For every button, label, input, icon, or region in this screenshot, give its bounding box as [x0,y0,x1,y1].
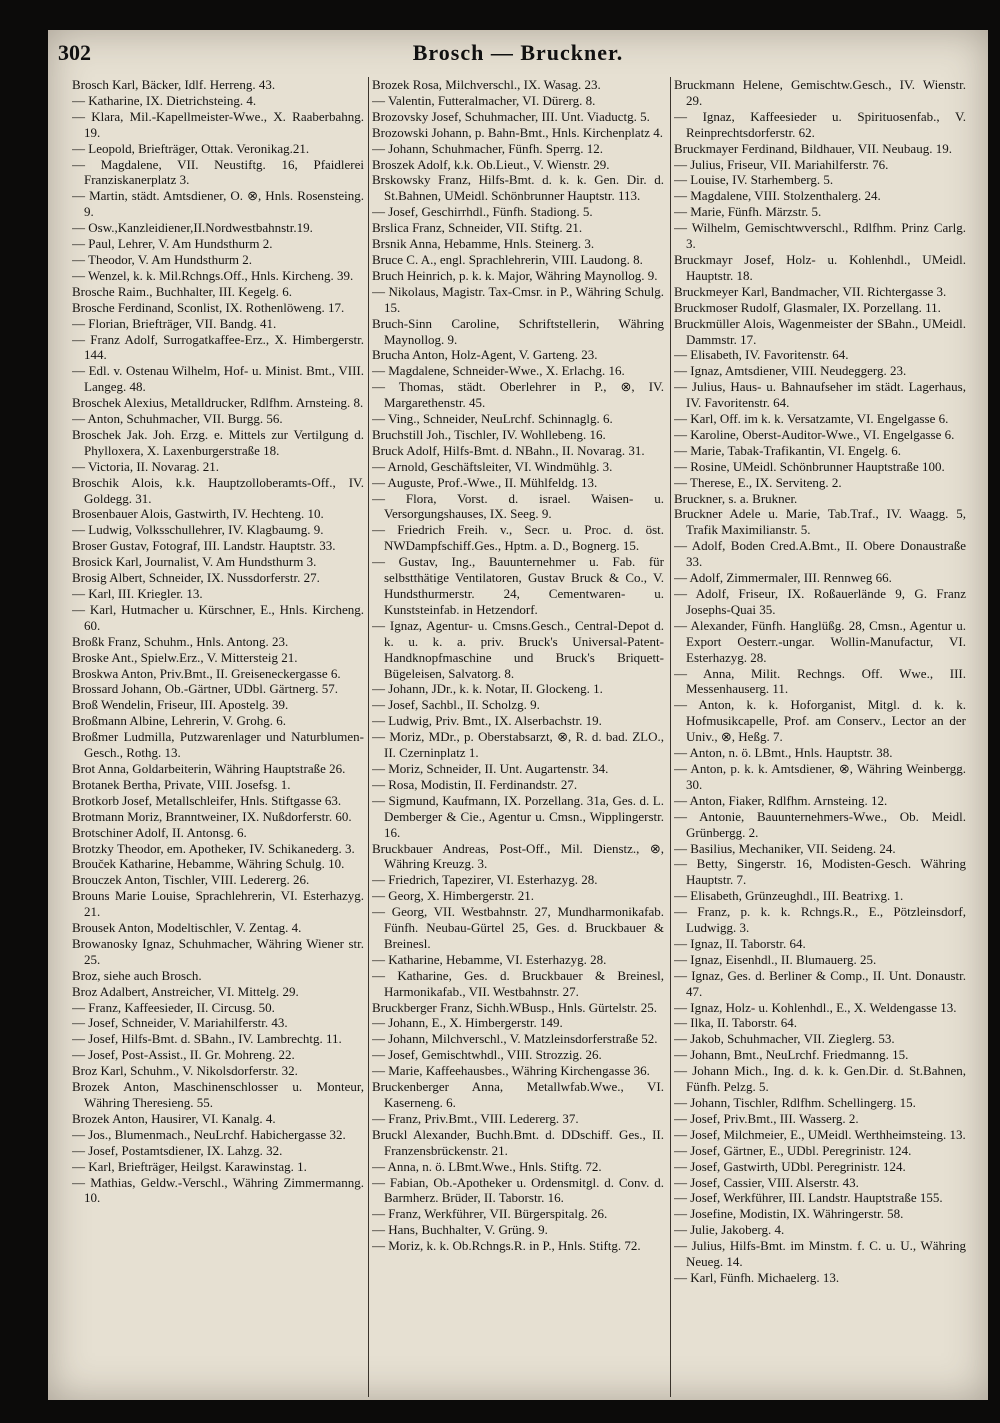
directory-entry: — Louise, IV. Starhemberg. 5. [674,172,834,188]
directory-entry: — Ignaz, Agentur- u. Cmsns.Gesch., Central-Depot d. k. u. k. a. priv. Bruck's Universal-Patent-Handknopfmaschine und Bruck's Briquett-Bügeleisen, Salvatorg. 8. [372,617,664,681]
directory-entry: — Johann, JDr., k. k. Notar, II. Glockeng. 1. [372,681,603,697]
directory-entry: — Johann Mich., Ing. d. k. k. Gen.Dir. d. St.Bahnen, Fünfh. Pelzg. 5. [674,1063,966,1095]
directory-entry: Brsnik Anna, Hebamme, Hnls. Steinerg. 3. [372,236,595,252]
directory-entry: — Osw.,Kanzleidiener,II.Nordwestbahnstr.19. [72,220,313,236]
directory-entry: — Magdalene, Schneider-Wwe., X. Erlachg. 16. [372,363,625,379]
directory-entry: — Karl, Off. im k. k. Versatzamte, VI. Engelgasse 6. [674,411,949,427]
directory-entry: — Auguste, Prof.-Wwe., II. Mühlfeldg. 13. [372,474,598,490]
directory-entry: — Rosa, Modistin, II. Ferdinandstr. 27. [372,776,578,792]
directory-entry: Bruckbauer Andreas, Post-Off., Mil. Dienstz., ⊗, Währing Kreuzg. 3. [372,840,664,872]
directory-entry: Brotzky Theodor, em. Apotheker, IV. Schikanederg. 3. [72,840,355,856]
directory-entry: Brosick Karl, Journalist, V. Am Hundsthurm 3. [72,554,317,570]
directory-entry: Bruck Adolf, Hilfs-Bmt. d. NBahn., II. Novarag. 31. [372,442,645,458]
directory-entry: — Betty, Singerstr. 16, Modisten-Gesch. Währing Hauptstr. 7. [674,856,966,888]
directory-entry: — Anton, Fiaker, Rdlfhm. Arnsteing. 12. [674,792,888,808]
directory-entry: Bruckmayr Josef, Holz- u. Kohlenhdl., UMeidl. Hauptstr. 18. [674,251,966,283]
directory-entry: — Julius, Haus- u. Bahnaufseher im städt. Lagerhaus, IV. Favoritenstr. 64. [674,379,966,411]
directory-entry: — Marie, Fünfh. Märzstr. 5. [674,204,822,220]
directory-entry: — Elisabeth, Grünzeughdl., III. Beatrixg. 1. [674,888,904,904]
directory-entry: Broschek Jak. Joh. Erzg. e. Mittels zur Vertilgung d. Phylloxera, X. Laxenburgerstraße 18. [72,426,364,458]
directory-entry: — Adolf, Boden Cred.A.Bmt., II. Obere Donaustraße 33. [674,538,966,570]
directory-entry: — Flora, Vorst. d. israel. Waisen- u. Versorgungshauses, IX. Seeg. 9. [372,490,664,522]
directory-entry: — Arnold, Geschäftsleiter, VI. Windmühlg. 3. [372,458,613,474]
directory-entry: — Karl, Fünfh. Michaelerg. 13. [674,1269,840,1285]
directory-entry: Brotkorb Josef, Metallschleifer, Hnls. Stiftgasse 63. [72,792,342,808]
directory-entry: — Antonie, Bauunternehmers-Wwe., Ob. Meidl. Grünbergg. 2. [674,808,966,840]
directory-entry: — Ignaz, Eisenhdl., II. Blumauerg. 25. [674,951,877,967]
directory-entry: Brotschiner Adolf, II. Antonsg. 6. [72,824,247,840]
directory-entry: — Leopold, Briefträger, Ottak. Veronikag.21. [72,140,310,156]
directory-entry: — Jakob, Schuhmacher, VII. Zieglerg. 53. [674,1031,895,1047]
directory-entry: Bruckmann Helene, Gemischtw.Gesch., IV. Wienstr. 29. [674,77,966,108]
directory-entry: — Gustav, Ing., Bauunternehmer u. Fab. für selbstthätige Ventilatoren, Gustav Bruck & Co., V. Hundsthurmerstr. 24, Cementwaren- u. Kunststeinfab. in Hetzendorf. [372,554,664,617]
directory-entry: Broszek Adolf, k.k. Ob.Lieut., V. Wienstr. 29. [372,156,610,172]
directory-entry: — Friedrich Freih. v., Secr. u. Proc. d. öst. NWDampfschiff.Ges., Hptm. a. D., Bognerg. 15. [372,522,664,554]
directory-entry: — Ignaz, Ges. d. Berliner & Comp., II. Unt. Donaustr. 47. [674,967,966,999]
directory-entry: Brosig Albert, Schneider, IX. Nussdorferstr. 27. [72,570,320,586]
directory-entry: Bruckmayer Ferdinand, Bildhauer, VII. Neubaug. 19. [674,140,952,156]
directory-entry: — Marie, Tabak-Trafikantin, VI. Engelg. 6. [674,442,902,458]
directory-entry: — Victoria, II. Novarag. 21. [72,458,219,474]
directory-entry: — Franz, Werkführer, VII. Bürgerspitalg. 26. [372,1206,608,1222]
directory-entry: — Johann, E., X. Himbergerstr. 149. [372,1015,563,1031]
directory-entry: — Ignaz, Holz- u. Kohlenhdl., E., X. Weldengasse 13. [674,999,957,1015]
directory-entry: — Therese, E., IX. Serviteng. 2. [674,474,842,490]
directory-entry: — Thomas, städt. Oberlehrer in P., ⊗, IV. Margarethenstr. 45. [372,379,664,411]
directory-entry: Broz Karl, Schuhm., V. Nikolsdorferstr. 32. [72,1063,298,1079]
directory-entry: Bruckberger Franz, Sichh.WBusp., Hnls. Gürtelstr. 25. [372,999,657,1015]
directory-entry: — Georg, VII. Westbahnstr. 27, Mundharmonikafab. Fünfh. Neubau-Gürtel 25, Ges. d. Bruckbauer & Breinesl. [372,904,664,951]
directory-entry: Broßmann Albine, Lehrerin, V. Grohg. 6. [72,713,286,729]
directory-entry: — Josef, Gastwirth, UDbl. Peregrinistr. 124. [674,1158,906,1174]
directory-entry: — Magdalene, VIII. Stolzenthalerg. 24. [674,188,881,204]
directory-entry: Brskowsky Franz, Hilfs-Bmt. d. k. k. Gen. Dir. d. St.Bahnen, UMeidl. Schönbrunner Hauptstr. 113. [372,172,664,204]
directory-entry: — Alexander, Fünfh. Hanglüßg. 28, Cmsn., Agentur u. Export Oesterr.-ungar. Wollin-Manufactur, VI. Esterhazyg. 28. [674,617,966,665]
column-2 [372,77,664,1397]
directory-entry: — Moriz, Schneider, II. Unt. Augartenstr. 34. [372,760,609,776]
directory-entry: — Magdalene, VII. Neustiftg. 16, Pfaidlerei Franziskanerplatz 3. [72,156,364,188]
directory-entry: Bruch-Sinn Caroline, Schriftstellerin, Währing Maynollog. 9. [372,315,664,347]
directory-entry: — Anton, n. ö. LBmt., Hnls. Hauptstr. 38. [674,745,893,761]
column-divider [670,77,671,1397]
directory-entry: — Ludwig, Volksschullehrer, IV. Klagbaumg. 9. [72,522,324,538]
directory-entry: Bruckmoser Rudolf, Glasmaler, IX. Porzellang. 11. [674,299,941,315]
directory-entry: Broz Adalbert, Anstreicher, VI. Mittelg. 29. [72,983,299,999]
directory-entry: Bruckenberger Anna, Metallwfab.Wwe., VI. Kaserneng. 6. [372,1079,664,1110]
directory-entry: — Franz, Priv.Bmt., VIII. Ledererg. 37. [372,1110,579,1126]
directory-entry: — Josef, Sachbl., II. Scholzg. 9. [372,697,540,713]
directory-entry: — Wilhelm, Gemischtwverschl., Rdlfhm. Prinz Carlg. 3. [674,220,966,252]
directory-entry: Brozek Anton, Hausirer, VI. Kanalg. 4. [72,1110,276,1126]
directory-entry: — Fabian, Ob.-Apotheker u. Ordensmitgl. d. Conv. d. Barmherz. Brüder, II. Taborstr. 16. [372,1174,664,1206]
directory-entry: Broßmer Ludmilla, Putzwarenlager und Naturblumen-Gesch., Rothg. 13. [72,729,364,761]
directory-entry: Bruckner Adele u. Marie, Tab.Traf., IV. Waagg. 5, Trafik Maximilianstr. 5. [674,506,966,538]
directory-entry: — Rosine, UMeidl. Schönbrunner Hauptstraße 100. [674,458,945,474]
directory-entry: — Katharine, IX. Dietrichsteing. 4. [72,92,257,108]
directory-entry: — Josef, Gärtner, E., UDbl. Peregrinistr. 124. [674,1142,912,1158]
directory-entry: Brosche Ferdinand, Sconlist, IX. Rothenlöweng. 17. [72,299,345,315]
column-3 [674,77,966,1397]
directory-entry: Brozek Rosa, Milchverschl., IX. Wasag. 23. [372,77,601,92]
directory-entry: Brosche Raim., Buchhalter, III. Kegelg. 6. [72,283,293,299]
directory-entry: Broz, siehe auch Brosch. [72,967,202,983]
directory-entry: — Katharine, Ges. d. Bruckbauer & Breinesl, Harmonikafab., VII. Westbahnstr. 27. [372,967,664,999]
directory-entry: — Ilka, II. Taborstr. 64. [674,1015,798,1031]
directory-entry: — Paul, Lehrer, V. Am Hundsthurm 2. [72,236,273,252]
directory-entry: Brosenbauer Alois, Gastwirth, IV. Hechteng. 10. [72,506,324,522]
column-divider [368,77,369,1397]
directory-entry: — Friedrich, Tapezirer, VI. Esterhazyg. 28. [372,872,598,888]
directory-entry: Bruckner, s. a. Brukner. [674,490,798,506]
directory-entry: — Karoline, Oberst-Auditor-Wwe., VI. Engelgasse 6. [674,426,955,442]
directory-entry: — Jos., Blumenmach., NeuLrchf. Habichergasse 32. [72,1126,346,1142]
directory-entry: Broschek Alexius, Metalldrucker, Rdlfhm. Arnsteing. 8. [72,395,364,411]
directory-entry: Bruchstill Joh., Tischler, IV. Wohllebeng. 16. [372,426,606,442]
directory-entry: — Adolf, Zimmermaler, III. Rennweg 66. [674,570,892,586]
directory-entry: Brotanek Bertha, Private, VIII. Josefsg. 1. [72,776,291,792]
page-number: 302 [58,40,91,65]
directory-entry: — Moriz, MDr., p. Oberstabsarzt, ⊗, R. d. bad. ZLO., II. Czerninplatz 1. [372,729,664,761]
directory-entry: — Mathias, Geldw.-Verschl., Währing Zimmermanng. 10. [72,1174,364,1206]
directory-entry: Brotmann Moriz, Branntweiner, IX. Nußdorferstr. 60. [72,808,352,824]
directory-entry: — Karl, III. Kriegler. 13. [72,586,203,601]
directory-entry: — Josef, Milchmeier, E., UMeidl. Werthheimsteing. 13. [674,1126,966,1142]
directory-page [48,30,988,1400]
directory-entry: — Franz Adolf, Surrogatkaffee-Erz., X. Himbergerstr. 144. [72,331,364,363]
column-1 [72,77,364,1397]
directory-entry: Bruce C. A., engl. Sprachlehrerin, VIII. Laudong. 8. [372,251,643,267]
directory-entry: — Nikolaus, Magistr. Tax-Cmsr. in P., Währing Schulg. 15. [372,283,664,315]
directory-entry: — Ignaz, Amtsdiener, VIII. Neudeggerg. 23. [674,363,907,379]
directory-entry: — Josef, Priv.Bmt., III. Wasserg. 2. [674,1110,859,1126]
page-header [48,30,988,70]
directory-entry: — Anna, n. ö. LBmt.Wwe., Hnls. Stiftg. 72. [372,1158,602,1174]
columns [72,77,972,1397]
directory-entry: — Josef, Post-Assist., II. Gr. Mohreng. 22. [72,1047,295,1063]
directory-entry: Brouček Katharine, Hebamme, Währing Schulg. 10. [72,856,345,872]
directory-entry: — Julius, Hilfs-Bmt. im Minstm. f. C. u. U., Währing Neueg. 14. [674,1238,966,1270]
directory-entry: — Josefine, Modistin, IX. Währingerstr. 58. [674,1206,904,1222]
directory-entry: — Wenzel, k. k. Mil.Rchngs.Off., Hnls. Kircheng. 39. [72,267,354,283]
directory-entry: — Johann, Schuhmacher, Fünfh. Sperrg. 12. [372,140,604,156]
directory-entry: Brouns Marie Louise, Sprachlehrerin, VI. Esterhazyg. 21. [72,888,364,920]
directory-entry: Brosch Karl, Bäcker, Idlf. Herreng. 43. [72,77,276,92]
directory-entry: — Florian, Briefträger, VII. Bandg. 41. [72,315,277,331]
directory-entry: Broßk Franz, Schuhm., Hnls. Antong. 23. [72,633,289,649]
directory-entry: — Elisabeth, IV. Favoritenstr. 64. [674,347,849,363]
directory-entry: — Josef, Schneider, V. Mariahilferstr. 43. [72,1015,288,1031]
directory-entry: Brossard Johann, Ob.-Gärtner, UDbl. Gärtnerg. 57. [72,681,339,697]
directory-entry: — Ignaz, Kaffeesieder u. Spirituosenfab., V. Reinprechtsdorferstr. 62. [674,108,966,140]
directory-entry: Brouczek Anton, Tischler, VIII. Ledererg. 26. [72,872,310,888]
directory-entry: Browanosky Ignaz, Schuhmacher, Währing Wiener str. 25. [72,935,364,967]
directory-entry: — Josef, Cassier, VIII. Alserstr. 43. [674,1174,859,1190]
directory-entry: — Josef, Postamtsdiener, IX. Lahzg. 32. [72,1142,283,1158]
directory-entry: — Josef, Hilfs-Bmt. d. SBahn., IV. Lambrechtg. 11. [72,1031,342,1047]
directory-entry: Brozek Anton, Maschinenschlosser u. Monteur, Währing Theresieng. 55. [72,1079,364,1110]
directory-entry: Brucha Anton, Holz-Agent, V. Garteng. 23. [372,347,598,363]
directory-entry: — Julius, Friseur, VII. Mariahilferstr. 76. [674,156,889,172]
directory-entry: Brozowski Johann, p. Bahn-Bmt., Hnls. Kirchenplatz 4. [372,124,664,140]
directory-entry: — Julie, Jakoberg. 4. [674,1222,785,1238]
directory-entry: Bruch Heinrich, p. k. k. Major, Währing Maynollog. 9. [372,267,658,283]
directory-entry: — Adolf, Friseur, IX. Roßauerlände 9, G. Franz Josephs-Quai 35. [674,586,966,617]
directory-entry: — Josef, Werkführer, III. Landstr. Hauptstraße 155. [674,1190,943,1206]
directory-entry: Broser Gustav, Fotograf, III. Landstr. Hauptstr. 33. [72,538,336,554]
directory-entry: — Anton, k. k. Hoforganist, Mitgl. d. k. k. Hofmusikcapelle, Prof. am Conserv., Lector an der Univ., ⊗, Heßg. 7. [674,697,966,745]
directory-entry: — Ving., Schneider, NeuLrchf. Schinnaglg. 6. [372,411,613,427]
directory-entry: — Johann, Bmt., NeuLrchf. Friedmanng. 15. [674,1047,909,1063]
directory-entry: — Basilius, Mechaniker, VII. Seideng. 24. [674,840,896,856]
directory-entry: Broschik Alois, k.k. Hauptzolloberamts-Off., IV. Goldegg. 31. [72,474,364,506]
directory-entry: Bruckmüller Alois, Wagenmeister der SBahn., UMeidl. Dammstr. 17. [674,315,966,347]
directory-entry: — Franz, p. k. k. Rchngs.R., E., Pötzleinsdorf, Ludwigg. 3. [674,904,966,936]
directory-entry: — Anna, Milit. Rechngs. Off. Wwe., III. Messenhauserg. 11. [674,665,966,697]
directory-entry: Brot Anna, Goldarbeiterin, Währing Hauptstraße 26. [72,760,346,776]
directory-entry: — Valentin, Futteralmacher, VI. Dürerg. 8. [372,92,596,108]
directory-entry: — Anton, Schuhmacher, VII. Burgg. 56. [72,411,283,427]
directory-entry: — Moriz, k. k. Ob.Rchngs.R. in P., Hnls. Stiftg. 72. [372,1238,641,1254]
directory-entry: — Karl, Hutmacher u. Kürschner, E., Hnls. Kircheng. 60. [72,601,364,633]
directory-entry: — Martin, städt. Amtsdiener, O. ⊗, Hnls. Rosensteing. 9. [72,188,364,220]
directory-entry: — Theodor, V. Am Hundsthurm 2. [72,251,253,267]
directory-entry: — Johann, Tischler, Rdlfhm. Schellingerg. 15. [674,1095,916,1110]
directory-entry: — Edl. v. Ostenau Wilhelm, Hof- u. Minist. Bmt., VIII. Langeg. 48. [72,363,364,395]
directory-entry: — Ludwig, Priv. Bmt., IX. Alserbachstr. 19. [372,713,602,729]
directory-entry: Bruckmeyer Karl, Bandmacher, VII. Richtergasse 3. [674,283,947,299]
directory-entry: — Ignaz, II. Taborstr. 64. [674,935,806,951]
directory-entry: — Klara, Mil.-Kapellmeister-Wwe., X. Raaberbahng. 19. [72,108,364,140]
directory-entry: Broß Wendelin, Friseur, III. Apostelg. 39. [72,697,289,713]
directory-entry: — Georg, X. Himbergerstr. 21. [372,888,534,904]
directory-entry: Brslica Franz, Schneider, VII. Stiftg. 21. [372,220,583,236]
directory-entry: — Anton, p. k. k. Amtsdiener, ⊗, Währing Weinbergg. 30. [674,760,966,792]
directory-entry: — Hans, Buchhalter, V. Grüng. 9. [372,1222,548,1238]
directory-entry: Bruckl Alexander, Buchh.Bmt. d. DDschiff. Ges., II. Franzensbrückenstr. 21. [372,1126,664,1158]
directory-entry: — Marie, Kaffeehausbes., Währing Kirchengasse 36. [372,1063,650,1079]
directory-entry: Broske Ant., Spielw.Erz., V. Mittersteig 21. [72,649,298,665]
directory-entry: — Karl, Briefträger, Heilgst. Karawinstag. 1. [72,1158,307,1174]
directory-entry: — Josef, Geschirrhdl., Fünfh. Stadiong. 5. [372,204,593,220]
directory-entry: Brousek Anton, Modeltischler, V. Zentag. 4. [72,920,302,936]
directory-entry: — Franz, Kaffeesieder, II. Circusg. 50. [72,999,275,1015]
directory-entry: Brozovsky Josef, Schuhmacher, III. Unt. Viaductg. 5. [372,108,650,124]
running-head: Brosch — Bruckner. [412,40,624,65]
directory-entry: — Johann, Milchverschl., V. Matzleinsdorferstraße 52. [372,1031,658,1047]
directory-entry: — Josef, Gemischtwhdl., VIII. Strozzig. 26. [372,1047,602,1063]
directory-entry: Broskwa Anton, Priv.Bmt., II. Greiseneckergasse 6. [72,665,341,681]
directory-entry: — Katharine, Hebamme, VI. Esterhazyg. 28. [372,951,607,967]
directory-entry: — Sigmund, Kaufmann, IX. Porzellang. 31a, Ges. d. L. Demberger & Cie., Agentur u. Cmsn., Wipplingerstr. 16. [372,792,664,840]
